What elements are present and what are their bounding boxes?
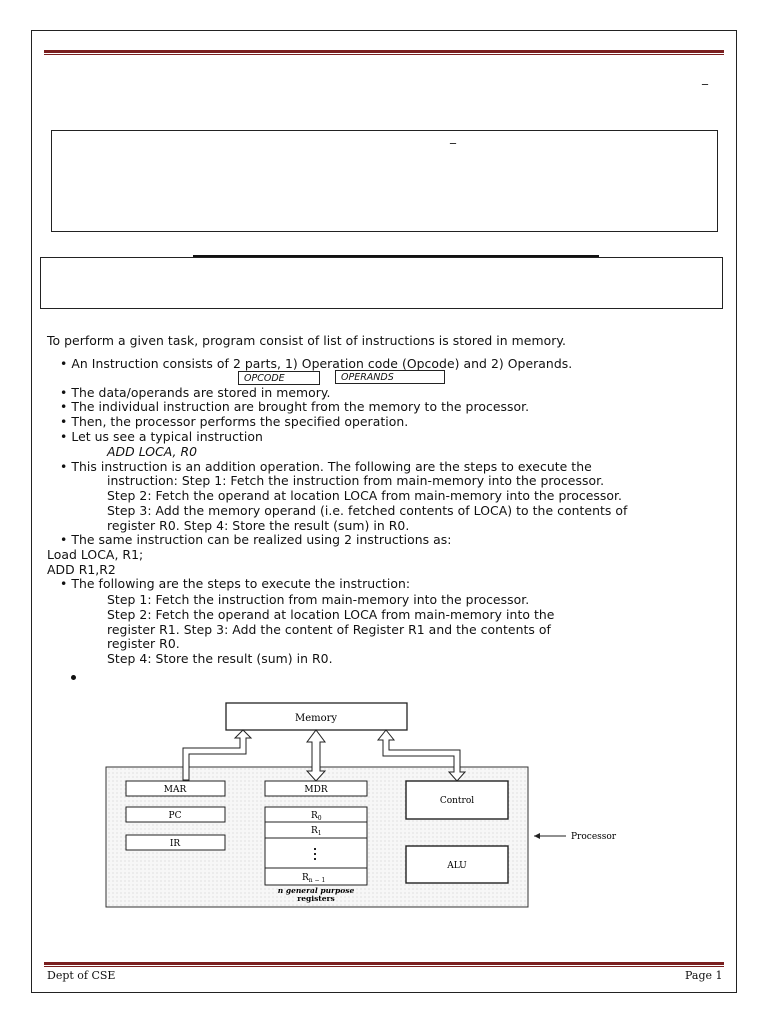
bullet-instruction-brought: • The individual instruction are brought from the memory to the processor. (60, 399, 530, 414)
header-dash: _ (702, 71, 708, 85)
step-line: Step 1: Fetch the instruction from main-memory into the processor. (107, 592, 530, 607)
operands-label: OPERANDS (335, 370, 445, 384)
bullet-addition-operation: • This instruction is an addition operation. The following are the steps to execute the (60, 459, 592, 474)
bullet-two-instructions: • The same instruction can be realized using 2 instructions as: (60, 532, 452, 547)
mar-label: MAR (163, 785, 187, 795)
bullet-instruction-parts: • An Instruction consists of 2 parts, 1) Operation code (Opcode) and 2) Operands. (60, 356, 573, 371)
gpr-label-2: registers (297, 894, 335, 903)
processor-label: Processor (571, 832, 617, 842)
step-line: register R0. Step 4: Store the result (sum) in R0. (107, 518, 410, 533)
step-line: Step 2: Fetch the operand at location LOCA from main-memory into the (107, 607, 555, 622)
footer-page-number: Page 1 (685, 969, 723, 982)
bullet-operands-stored: • The data/operands are stored in memory. (60, 385, 331, 400)
r0-label: $R_0$ (311, 811, 322, 822)
example-instruction: ADD LOCA, R0 (107, 444, 198, 459)
step-line: Step 3: Add the memory operand (i.e. fetched contents of LOCA) to the contents of (107, 503, 628, 518)
mdr-label: MDR (304, 785, 328, 795)
step-line: register R1. Step 3: Add the content of Register R1 and the contents of (107, 622, 551, 637)
bullet-processor-performs: • Then, the processor performs the specified operation. (60, 414, 409, 429)
step-line: register R0. (107, 636, 180, 651)
add-instruction: ADD R1,R2 (47, 562, 116, 577)
step-line: Step 4: Store the result (sum) in R0. (107, 651, 333, 666)
footer-rule (44, 962, 724, 965)
bullet-steps: • The following are the steps to execute the instruction: (60, 576, 411, 591)
mdr-memory-arrow (307, 730, 325, 781)
control-label: Control (439, 796, 475, 806)
intro-text: To perform a given task, program consist of list of instructions is stored in memory. (47, 333, 566, 348)
footer-dept: Dept of CSE (47, 969, 116, 982)
gpr-label-1: n general purpose (277, 886, 355, 895)
bullet-typical-instruction: • Let us see a typical instruction (60, 429, 263, 444)
r1-label: $R_1$ (311, 826, 322, 837)
step-line: instruction: Step 1: Fetch the instruction from main-memory into the processor. (107, 473, 605, 488)
alu-label: ALU (447, 861, 467, 871)
step-line: Step 2: Fetch the operand at location LOCA from main-memory into the processor. (107, 488, 623, 503)
load-instruction: Load LOCA, R1; (47, 547, 144, 562)
rn-label: $R_{n - 1}$ (302, 873, 326, 884)
footer-rule-thin (44, 966, 724, 967)
memory-label: Memory (294, 713, 338, 724)
ir-label: IR (169, 839, 181, 849)
pc-label: PC (168, 811, 182, 821)
title-box-dash: _ (450, 130, 456, 144)
opcode-label: OPCODE (238, 371, 320, 385)
